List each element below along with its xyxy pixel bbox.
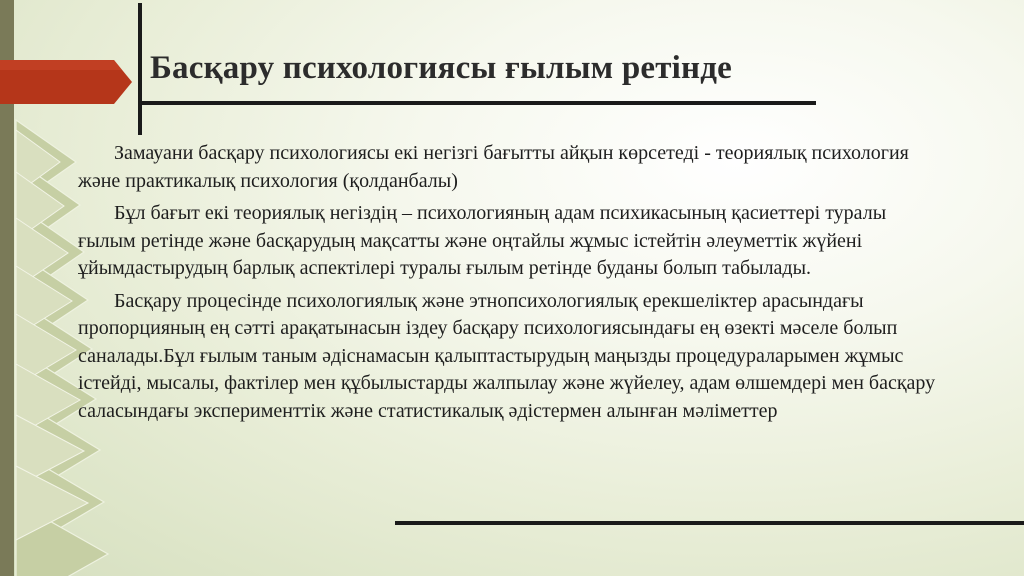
paragraph-1: Замауани басқару психологиясы екі негізгі бағытты айқын көрсетеді - теориялық психология және практикалық психология (қолданбалы) — [78, 142, 909, 192]
slide-body — [78, 140, 948, 430]
paragraph-2: Бұл бағыт екі теориялық негіздің – психологияның адам психикасының қасиеттері туралы ғылым ретінде және басқарудың мақсатты және оңтайлы жұмыс істейтін әлеуметтік жүйені ұйымдастырудың барлық аспектілері туралы ғылым ретінде буданы болып табылады. — [78, 202, 887, 279]
bottom-divider-line — [395, 521, 1024, 525]
vertical-divider-line — [138, 3, 142, 135]
title-underline — [140, 101, 816, 105]
slide-title: Басқару психологиясы ғылым ретінде — [150, 50, 732, 86]
title-accent-arrow — [0, 60, 132, 104]
paragraph-3: Басқару процесінде психологиялық және этнопсихологиялық ерекшеліктер арасындағы пропорцияның ең сәтті арақатынасын іздеу басқару психологиясындағы ең өзекті мәселе болып саналады.Бұл ғылым таным әдіснамасын қалыптастырудың маңызды процедураларымен жұмыс істейді, мысалы, фактілер мен құбылыстарды жалпылау және жүйелеу, адам өлшемдері мен басқару саласындағы эксперименттік және статистикалық әдістермен алынған мәліметтер — [78, 289, 936, 422]
